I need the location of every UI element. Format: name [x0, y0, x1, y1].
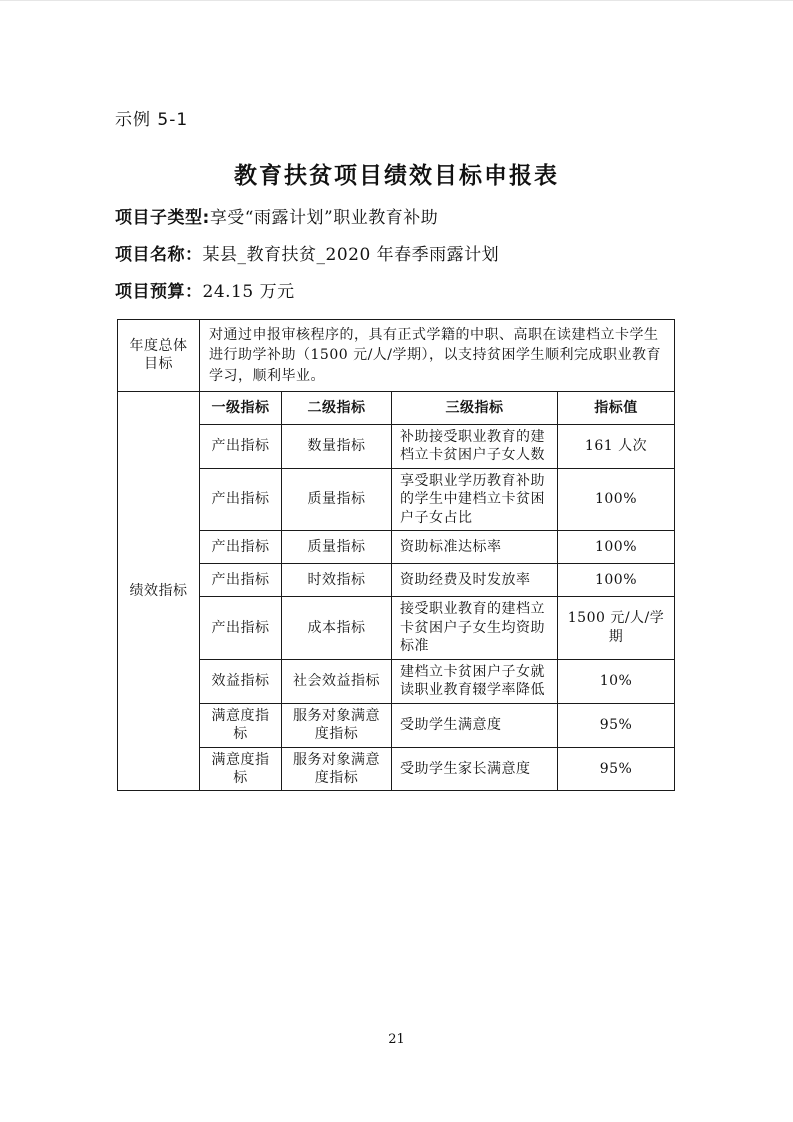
field-label-budget: 项目预算：	[115, 282, 203, 302]
cell-level3: 接受职业教育的建档立卡贫困户子女生均资助标准	[392, 597, 558, 659]
header-value: 指标值	[558, 391, 675, 424]
cell-level2: 数量指标	[282, 424, 392, 468]
annual-goal-text-cell: 对通过申报审核程序的，具有正式学籍的中职、高职在读建档立卡学生进行助学补助（1500 元/人/学期），以支持贫困学生顺利完成职业教育学习，顺利毕业。	[200, 320, 675, 392]
table-row	[118, 468, 675, 530]
cell-level2: 时效指标	[282, 564, 392, 597]
cell-level1: 产出指标	[200, 564, 282, 597]
cell-value: 161 人次	[558, 424, 675, 468]
cell-level3: 补助接受职业教育的建档立卡贫困户子女人数	[392, 424, 558, 468]
performance-target-table	[117, 319, 675, 791]
field-value-budget: 24.15 万元	[202, 282, 295, 302]
table-row	[118, 703, 675, 747]
page-number: 21	[388, 1032, 405, 1047]
cell-level3: 受助学生家长满意度	[392, 747, 558, 791]
cell-level1: 产出指标	[200, 597, 282, 659]
cell-level1: 产出指标	[200, 468, 282, 530]
header-level2: 二级指标	[282, 391, 392, 424]
table-header-row	[118, 391, 675, 424]
table-row	[118, 659, 675, 703]
cell-level1: 效益指标	[200, 659, 282, 703]
cell-value: 100%	[558, 564, 675, 597]
cell-level1: 产出指标	[200, 424, 282, 468]
cell-level2: 质量指标	[282, 531, 392, 564]
annual-goal-label-cell: 年度总体目标	[118, 320, 200, 392]
cell-level3: 建档立卡贫困户子女就读职业教育辍学率降低	[392, 659, 558, 703]
cell-value: 95%	[558, 747, 675, 791]
cell-level3: 资助标准达标率	[392, 531, 558, 564]
cell-value: 95%	[558, 703, 675, 747]
cell-level1: 产出指标	[200, 531, 282, 564]
cell-value: 1500 元/人/学期	[558, 597, 675, 659]
cell-level1: 满意度指标	[200, 703, 282, 747]
header-level3: 三级指标	[392, 391, 558, 424]
cell-value: 100%	[558, 468, 675, 530]
header-level1: 一级指标	[200, 391, 282, 424]
field-label-subtype: 项目子类型:	[115, 208, 210, 228]
cell-level3: 享受职业学历教育补助的学生中建档立卡贫困户子女占比	[392, 468, 558, 530]
cell-value: 100%	[558, 531, 675, 564]
cell-level3: 资助经费及时发放率	[392, 564, 558, 597]
performance-label-cell: 绩效指标	[118, 391, 200, 791]
table-row	[118, 424, 675, 468]
example-label: 示例 5-1	[115, 110, 189, 130]
field-row-subtype	[115, 207, 685, 229]
cell-level2: 社会效益指标	[282, 659, 392, 703]
field-list	[115, 207, 685, 318]
cell-level2: 服务对象满意度指标	[282, 703, 392, 747]
cell-level2: 质量指标	[282, 468, 392, 530]
table-row	[118, 564, 675, 597]
table-row	[118, 597, 675, 659]
document-title: 教育扶贫项目绩效目标申报表	[234, 163, 559, 189]
field-row-budget	[115, 281, 685, 303]
cell-level3: 受助学生满意度	[392, 703, 558, 747]
table-row	[118, 747, 675, 791]
annual-goal-row	[118, 320, 675, 392]
field-value-subtype: 享受“雨露计划”职业教育补助	[209, 208, 439, 228]
field-row-name	[115, 244, 685, 266]
cell-level2: 服务对象满意度指标	[282, 747, 392, 791]
cell-level2: 成本指标	[282, 597, 392, 659]
field-value-name: 某县_教育扶贫_2020 年春季雨露计划	[202, 245, 500, 265]
cell-value: 10%	[558, 659, 675, 703]
table-row	[118, 531, 675, 564]
field-label-name: 项目名称：	[115, 245, 203, 265]
cell-level1: 满意度指标	[200, 747, 282, 791]
